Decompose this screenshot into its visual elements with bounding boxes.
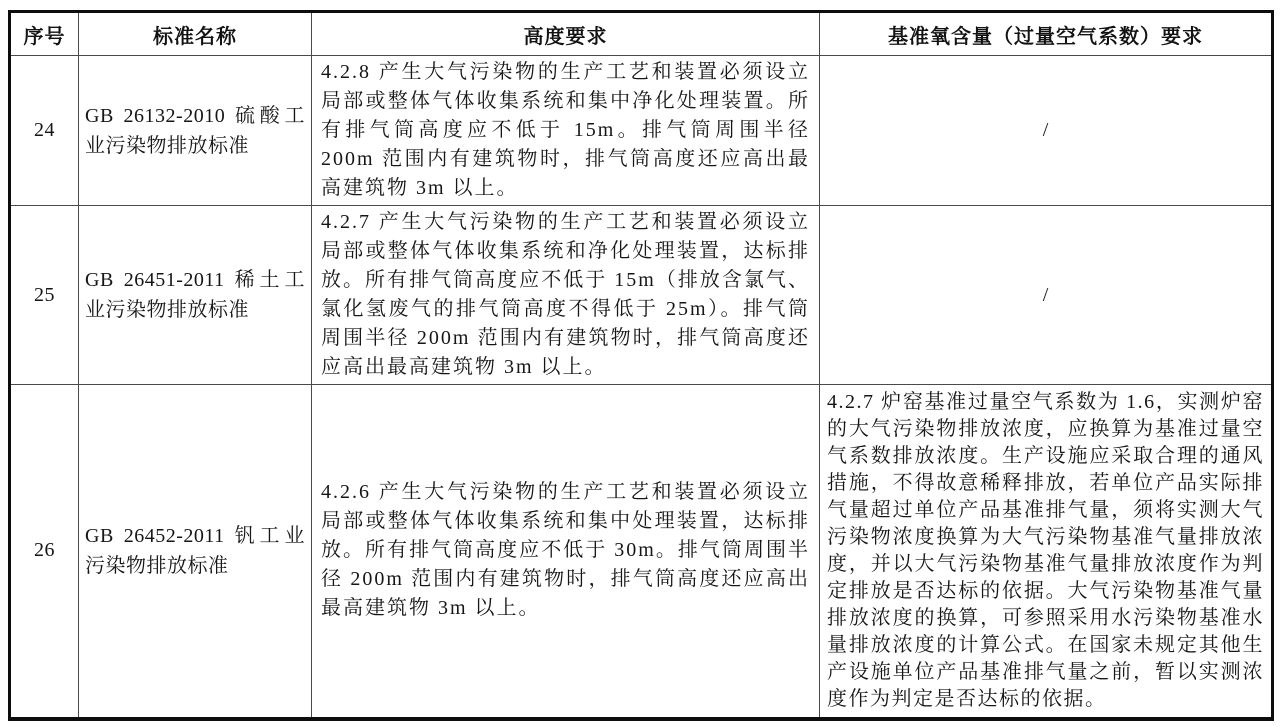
- table-row: [10, 56, 1273, 206]
- seq-number-cell: 25: [10, 206, 79, 385]
- standards-table: [8, 10, 1274, 721]
- height-requirement-cell: 4.2.6 产生大气污染物的生产工艺和装置必须设立局部或整体气体收集系统和集中处理装置，达标排放。所有排气筒高度应不低于 30m。排气筒周围半径 200m 范围内有建筑物时，排气筒高度还应高出最高建筑物 3m 以上。: [312, 385, 820, 719]
- col-header-seq-number: 序号: [10, 12, 79, 56]
- oxygen-requirement-cell: /: [820, 206, 1273, 385]
- oxygen-requirement-cell: 4.2.7 炉窑基准过量空气系数为 1.6，实测炉窑的大气污染物排放浓度，应换算为基准过量空气系数排放浓度。生产设施应采取合理的通风措施，不得故意稀释排放，若单位产品实际排气量超过单位产品基准排气量，须将实测大气污染物浓度换算为大气污染物基准气量排放浓度，并以大气污染物基准气量排放浓度作为判定排放是否达标的依据。大气污染物基准气量排放浓度的换算，可参照采用水污染物基准水量排放浓度的计算公式。在国家未规定其他生产设施单位产品基准排气量之前，暂以实测浓度作为判定是否达标的依据。: [820, 385, 1273, 719]
- standard-name-cell: GB 26132-2010 硫酸工业污染物排放标准: [79, 56, 312, 206]
- oxygen-requirement-cell: /: [820, 56, 1273, 206]
- col-header-height-requirement: 高度要求: [312, 12, 820, 56]
- col-header-standard-name: 标准名称: [79, 12, 312, 56]
- seq-number-cell: 24: [10, 56, 79, 206]
- table-row: [10, 385, 1273, 719]
- standard-name-cell: GB 26452-2011 钒工业污染物排放标准: [79, 385, 312, 719]
- standard-name-cell: GB 26451-2011 稀土工业污染物排放标准: [79, 206, 312, 385]
- height-requirement-cell: 4.2.7 产生大气污染物的生产工艺和装置必须设立局部或整体气体收集系统和净化处理装置，达标排放。所有排气筒高度应不低于 15m（排放含氯气、氯化氢废气的排气筒高度不得低于 25m）。排气筒周围半径 200m 范围内有建筑物时，排气筒高度还应高出最高建筑物 3m 以上。: [312, 206, 820, 385]
- seq-number-cell: 26: [10, 385, 79, 719]
- col-header-oxygen-requirement: 基准氧含量（过量空气系数）要求: [820, 12, 1273, 56]
- table-row: [10, 206, 1273, 385]
- height-requirement-cell: 4.2.8 产生大气污染物的生产工艺和装置必须设立局部或整体气体收集系统和集中净化处理装置。所有排气筒高度应不低于 15m。排气筒周围半径 200m 范围内有建筑物时，排气筒高度还应高出最高建筑物 3m 以上。: [312, 56, 820, 206]
- header-row: [10, 12, 1273, 56]
